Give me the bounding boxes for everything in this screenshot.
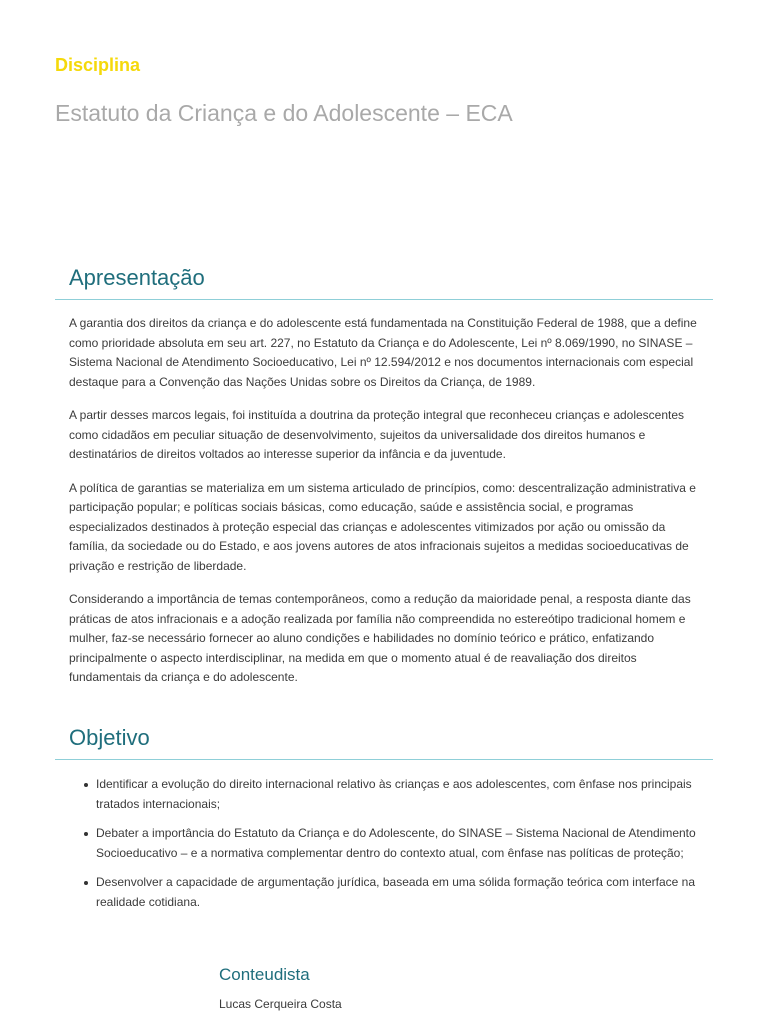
presentation-paragraph: A garantia dos direitos da criança e do adolescente está fundamentada na Constituição Federal de 1988, que a define como prioridade absoluta em seu art. 227, no Estatuto da Criança e do Adolescente, Lei nº 8.069/1990, no SINASE – Sistema Nacional de Atendimento Socioeducativo, Lei nº 12.594/2012 e nos documentos internacionais com especial destaque para a Convenção das Nações Unidas sobre os Direitos da Criança, de 1989. (69, 316, 697, 389)
author-name: Lucas Cerqueira Costa (219, 997, 342, 1011)
presentation-paragraph: A partir desses marcos legais, foi instituída a doutrina da proteção integral que reconheceu crianças e adolescentes como cidadãos em peculiar situação de desenvolvimento, sujeitos da universalidade dos direitos humanos e destinatários de direitos voltados ao interesse superior da infância e da juventude. (69, 408, 685, 461)
objective-item-text: Debater a importância do Estatuto da Criança e do Adolescente, do SINASE – Sistema Nacional de Atendimento Socioeducativo – e a normativa complementar dentro do contexto atual, com ênfase nas políticas de proteção; (96, 826, 696, 860)
objective-item-text: Desenvolver a capacidade de argumentação jurídica, baseada em uma sólida formação teórica com interface na realidade cotidiana. (96, 875, 696, 909)
objective-header (55, 723, 713, 760)
author-label: Conteudista (219, 965, 310, 984)
presentation-heading: Apresentação (69, 265, 205, 290)
objective-section (55, 723, 713, 922)
presentation-paragraph: Considerando a importância de temas contemporâneos, como a redução da maioridade penal, a resposta diante das práticas de atos infracionais e a adoção realizada por família não compreendida no estereótipo tradicional homem e mulher, faz-se necessário fornecer ao aluno condições e habilidades no domínio teórico e prático, enfatizando principalmente o aspecto interdisciplinar, na medida em que o momento atual é de reavaliação dos direitos fundamentais da criança e do adolescente. (69, 592, 691, 684)
bullet-icon (84, 881, 88, 885)
objective-list (69, 775, 707, 912)
objective-heading: Objetivo (69, 725, 150, 750)
discipline-label: Disciplina (55, 55, 141, 75)
objective-item-text: Identificar a evolução do direito internacional relativo às crianças e aos adolescentes, com ênfase nos principais tratados internacionais; (96, 777, 692, 811)
objective-item (96, 824, 707, 863)
bullet-icon (84, 783, 88, 787)
objective-body (55, 760, 713, 912)
objective-item (96, 775, 707, 814)
presentation-paragraph: A política de garantias se materializa em um sistema articulado de princípios, como: descentralização administrativa e participação popular; e políticas sociais básicas, como educação, saúde e assistência social, e programas especializados destinados à proteção especial das crianças e adolescentes vitimizados por ação ou omissão da família, da sociedade ou do Estado, e aos jovens autores de atos infracionais sujeitos a medidas socioeducativas de privação e restrição de liberdade. (69, 480, 696, 573)
course-title: Estatuto da Criança e do Adolescente – ECA (55, 100, 513, 126)
bullet-icon (84, 832, 88, 836)
objective-item (96, 873, 707, 912)
presentation-section (55, 263, 713, 702)
presentation-body (55, 300, 713, 688)
presentation-header (55, 263, 713, 300)
